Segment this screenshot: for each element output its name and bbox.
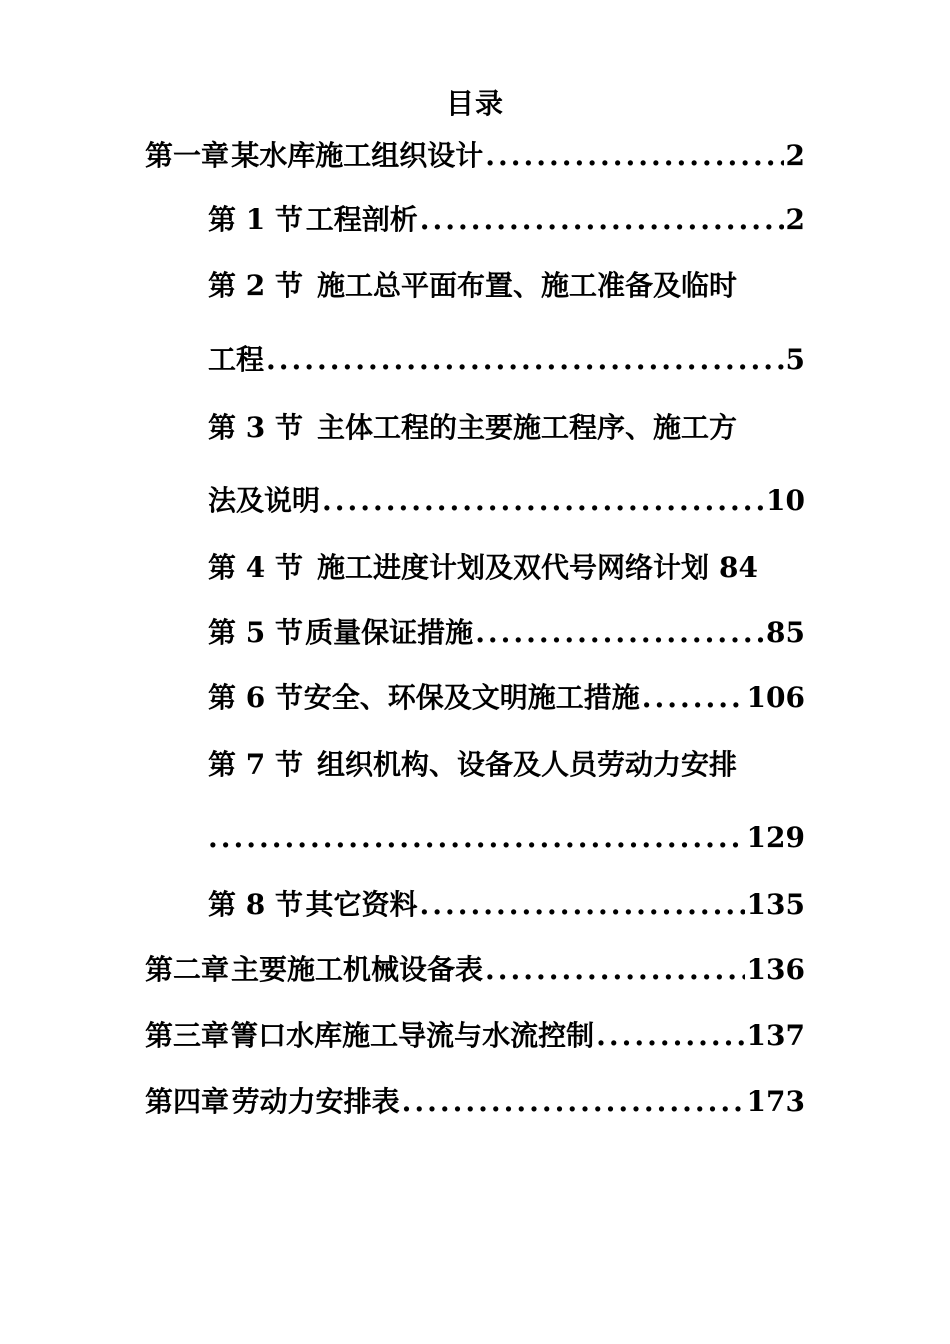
toc-entry-section-7[interactable] [208,745,805,785]
toc-entry-section-2[interactable] [208,266,805,306]
toc-entry-label: 第 4 节 [208,551,303,584]
toc-entry-text: 其它资料 [305,888,418,921]
toc-entry-section-6[interactable] [208,678,805,718]
toc-entry-page: 136 [746,953,805,986]
toc-entry-section-5[interactable] [208,613,805,653]
toc-entry-chapter-4[interactable] [145,1082,805,1122]
toc-entry-section-3-cont[interactable] [208,481,805,521]
toc-entry-chapter-1[interactable] [145,136,805,176]
toc-entry-label: 第 1 节 [208,203,303,236]
toc-entry-text: 质量保证措施 [305,616,474,649]
toc-entry-section-1[interactable] [208,200,805,240]
toc-entry-label: 第三章 [145,1019,230,1052]
toc-entry-text: 主体工程的主要施工程序、施工方 [316,411,737,444]
toc-entry-text: 工程剖析 [305,203,418,236]
toc-leader-dots [208,818,745,858]
toc-entry-page: 84 [719,551,758,584]
toc-entry-section-8[interactable] [208,885,805,925]
toc-entry-text: 施工总平面布置、施工准备及临时 [316,269,737,302]
toc-title: 目录 [445,87,504,120]
toc-entry-page: 137 [746,1019,805,1052]
toc-entry-label: 第 7 节 [208,748,303,781]
toc-entry-section-4[interactable] [208,548,805,588]
toc-entry-label: 第 3 节 [208,411,303,444]
toc-entry-text: 箐口水库施工导流与水流控制 [230,1019,595,1052]
toc-leader-dots [420,200,784,240]
toc-entry-page: 5 [785,343,805,376]
toc-entry-label: 第四章 [145,1085,230,1118]
toc-entry-label: 第二章 [145,953,230,986]
toc-leader-dots [642,678,745,718]
toc-entry-label: 第 6 节 [208,681,303,714]
toc-entry-section-7-cont[interactable] [208,818,805,858]
toc-leader-dots [266,340,784,380]
toc-entry-chapter-2[interactable] [145,950,805,990]
toc-entry-chapter-3[interactable] [145,1016,805,1056]
toc-entry-page: 173 [746,1085,805,1118]
toc-entry-label: 第 8 节 [208,888,303,921]
toc-leader-dots [322,481,764,521]
toc-leader-dots [485,950,745,990]
toc-entry-section-3[interactable] [208,408,805,448]
toc-entry-text: 主要施工机械设备表 [230,953,483,986]
toc-entry-page: 2 [785,203,805,236]
toc-entry-text-cont: 工程 [208,343,265,376]
toc-entry-page: 2 [785,139,805,172]
toc-entry-text: 安全、环保及文明施工措施 [303,681,640,714]
toc-leader-dots [485,136,783,176]
toc-entry-label: 第 5 节 [208,616,303,649]
toc-leader-dots [402,1082,745,1122]
toc-entry-page: 135 [746,888,805,921]
toc-entry-page: 10 [766,484,805,517]
toc-entry-text: 施工进度计划及双代号网络计划 [316,551,709,584]
toc-entry-label: 第一章 [145,139,230,172]
toc-entry-label: 第 2 节 [208,269,303,302]
toc-entry-page: 85 [766,616,805,649]
toc-entry-page: 106 [746,681,805,714]
toc-entry-text: 某水库施工组织设计 [231,139,484,172]
toc-entry-text-cont: 法及说明 [208,484,321,517]
toc-leader-dots [419,885,744,925]
toc-leader-dots [596,1016,744,1056]
toc-entry-section-2-cont[interactable] [208,340,805,380]
toc-entry-page: 129 [746,821,805,854]
toc-entry-text: 组织机构、设备及人员劳动力安排 [316,748,737,781]
toc-entry-text: 劳动力安排表 [231,1085,400,1118]
toc-leader-dots [475,613,764,653]
